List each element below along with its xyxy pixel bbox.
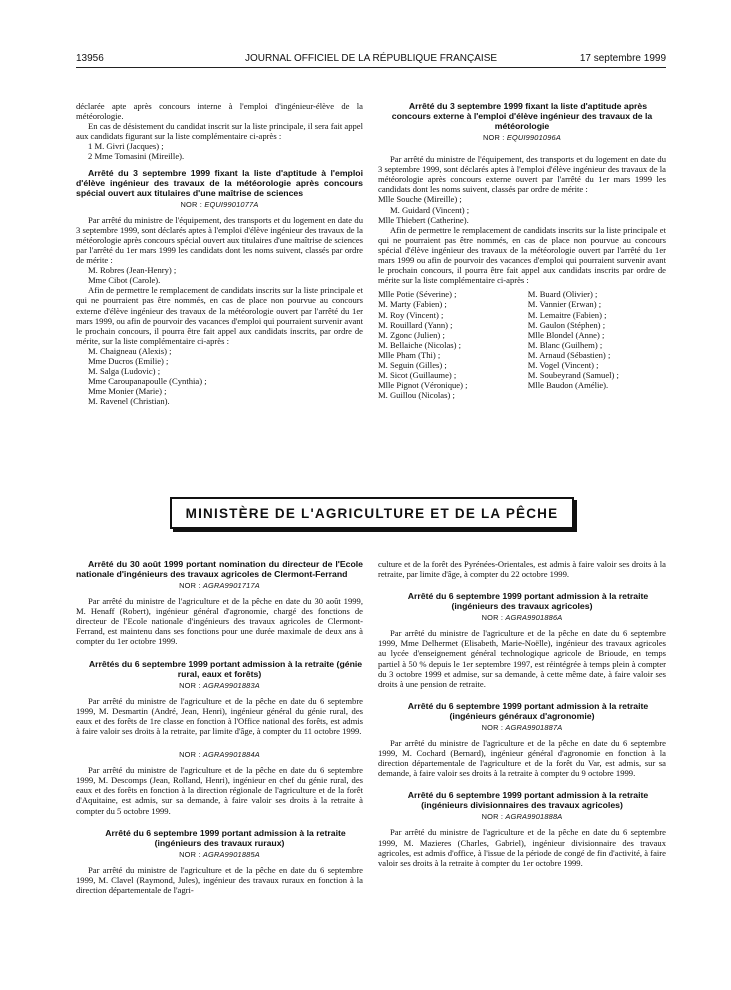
paragraph: Par arrêté du ministre de l'agriculture et de la pêche en date du 30 août 1999, M. Henaff (Robert), ingénieur général d'agronomie, chargé des fonctions de directeur de l'Ecole nationale d'ingénieurs des travaux agricoles de Clermont-Ferrand, est maintenu dans ses fonctions pour une durée maximale de deux ans à compter du 1er octobre 1999. [76,596,363,647]
article-title: Arrêté du 6 septembre 1999 portant admission à la retraite (ingénieurs des travaux agricoles) [407,591,649,612]
article-title: Arrêté du 6 septembre 1999 portant admission à la retraite (ingénieurs des travaux ruraux) [105,827,346,848]
nor-reference: NOR : EQUI9901096A [483,133,561,142]
list-item: Mme Caroupanapoulle (Cynthia) ; [88,376,207,387]
list-item: Mlle Blondel (Anne) ; [527,329,605,340]
paragraph: Par arrêté du ministre de l'agriculture et de la pêche en date du 6 septembre 1999, M. Descomps (Jean, Rolland, Henri), ingénieur en chef du génie rural, des eaux et des forêts en fonction à la direction régionale de l'agriculture et de la forêt d'Aquitaine, est admis, sur sa demande, à faire valoir ses droits à la retraite à compter du 5 octobre 1999. [76,765,363,816]
names-right [528,289,666,400]
list-item: M. Chaigneau (Alexis) ; [88,345,172,356]
paragraph: Par arrêté du ministre de l'agriculture et de la pêche en date du 6 septembre 1999, M. Mazieres (Charles, Gabriel), ingénieur divisionnaire des travaux agricoles, est admis d'office, à l'issue de la période de congé de fin d'activité, à faire valoir ses droits à la retraite à compter du 1er octobre 1999. [378,827,666,868]
ministry-title: MINISTÈRE DE L'AGRICULTURE ET DE LA PÊCHE [185,505,559,521]
bottom-left-column [76,559,363,895]
nor-reference: NOR : AGRA9901886A [481,613,563,623]
header-rule [76,67,666,68]
list-item: Mme Cibot (Carole). [88,275,161,286]
article-title: Arrêté du 6 septembre 1999 portant admission à la retraite (ingénieurs généraux d'agronomie) [407,700,649,721]
paragraph: Par arrêté du ministre de l'agriculture et de la pêche en date du 6 septembre 1999, M. Clavel (Raymond, Jules), ingénieur des travaux ruraux en fonction à la direction départementale de l'agri- [76,864,363,895]
list-item: M. Buard (Olivier) ; [527,289,598,300]
nor-reference: NOR : EQUI9901077A [180,199,259,209]
paragraph: Par arrêté du ministre de l'agriculture et de la pêche en date du 6 septembre 1999, M. Cochard (Bernard), ingénieur général d'agronomie en fonction à la direction départementale de l'agriculture et de la forêt du Var, est admis, sur sa demande, à faire valoir ses droits à la retraite à compter du 9 octobre 1999. [378,737,666,779]
top-left-column [76,101,363,406]
list-item: Mlle Pham (Thi) ; [378,349,441,360]
paragraph: Par arrêté du ministre de l'équipement, des transports et du logement en date du 3 septembre 1999, sont déclarés aptes à l'emploi d'élève ingénieur des travaux de la météorologie après concours externe ouvert par l'arrêté du 1er mars 1999 les candidats dont les noms suivent, classés par ordre de mérite : [378,154,666,195]
list-item: M. Guidard (Vincent) ; [390,204,470,215]
nor-reference: NOR : AGRA9901887A [481,722,563,732]
list-item: 2 Mme Tomasini (Mireille). [88,151,185,162]
nor-reference: NOR : AGRA9901888A [481,812,563,822]
list-item: M. Salga (Ludovic) ; [88,366,161,377]
list-item: M. Seguin (Gilles) ; [378,359,447,370]
article-title: Arrêté du 30 août 1999 portant nomination du directeur de l'Ecole nationale d'ingénieurs des travaux agricoles de Clermont-Ferrand [76,559,363,579]
paragraph: Par arrêté du ministre de l'agriculture et de la pêche en date du 6 septembre 1999, M. Desmartin (André, Jean, Henri), ingénieur général du génie rural, des eaux et des forêts de 1re classe en fonction à l'Office national des forêts, est admis à faire valoir ses droits à la retraite, par limite d'âge, à compter du 11 octobre 1999. [76,695,363,736]
list-item: M. Ravenel (Christian). [88,396,170,407]
list-item: M. Zgonc (Julien) ; [378,329,445,340]
page-number: 13956 [76,53,104,64]
list-item: M. Soubeyrand (Samuel) ; [527,370,619,381]
issue-date: 17 septembre 1999 [579,53,666,64]
list-item: Mme Monier (Marie) ; [88,386,167,397]
journal-title: JOURNAL OFFICIEL DE LA RÉPUBLIQUE FRANÇAISE [244,53,498,64]
nor-reference: NOR : AGRA9901883A [179,680,260,690]
paragraph: déclarée apte après concours interne à l'emploi d'ingénieur-élève de la météorologie. [76,101,363,122]
complementary-list [378,289,666,400]
top-right-column [378,101,666,400]
paragraph: culture et de la forêt des Pyrénées-Orientales, est admis à faire valoir ses droits à la retraite, par limite d'âge, à compter du 22 octobre 1999. [378,559,666,580]
paragraph: Par arrêté du ministre de l'équipement, des transports et du logement en date du 3 septembre 1999, sont déclarés aptes à l'emploi d'élève ingénieur des travaux de la météorologie après concours spécial ouvert aux titulaires d'une maîtrise de sciences par l'arrêté du 1er mars 1999 les candidats dont les noms suivent, classés par ordre de mérite : [76,214,363,266]
list-item: M. Arnaud (Sébastien) ; [527,349,611,360]
list-item: Mlle Thiebert (Catherine). [378,214,469,225]
list-item: M. Robres (Jean-Henry) ; [88,265,177,276]
paragraph: Afin de permettre le remplacement de candidats inscrits sur la liste principale et qui ne pourraient pas être nommés, en cas de place non pourvue au concours spécial d'élève ingénieur des travaux de la météorologie ouvert par l'arrêté du 1er mars 1999 ou afin de pourvoir des vacances d'emploi qui pourraient survenir avant le prochain concours, il pourra être fait appel aux candidats inscrits par ordre de mérite sur la liste complémentaire ci-après : [378,224,666,286]
list-item: Mlle Potie (Séverine) ; [378,289,457,300]
list-item: Mlle Baudon (Amélie). [527,380,609,391]
list-item: Mme Ducros (Emilie) ; [88,355,169,366]
bottom-right-column [378,559,666,868]
list-item: M. Gaulon (Stéphen) ; [527,319,606,330]
nor-reference: NOR : AGRA9901884A [179,750,260,760]
list-item: M. Sicot (Guillaume) ; [378,370,457,381]
list-item: Mlle Souche (Mireille) ; [378,194,462,205]
paragraph: Par arrêté du ministre de l'agriculture et de la pêche en date du 6 septembre 1999, Mme Delhermet (Elisabeth, Marie-Noëlle), ingénieur des travaux agricoles au lycée d'enseignement général technologique agricole de Brioude, en temps partiel à 50 % depuis le 1er septembre 1997, est réintégrée à temps plein à compter du 3 octobre 1999 et admise, sur sa demande, à cette même date, à faire valoir ses droits à une pension de retraite. [378,628,666,689]
ministry-banner [170,497,574,529]
list-item: Mlle Pignot (Véronique) ; [378,380,468,391]
list-item: M. Roy (Vincent) ; [378,309,444,320]
article-title: Arrêté du 6 septembre 1999 portant admission à la retraite (ingénieurs divisionnaires des travaux agricoles) [407,790,649,811]
nor-reference: NOR : AGRA9901885A [179,849,260,859]
nor-reference: NOR : AGRA9901717A [179,581,260,590]
paragraph: En cas de désistement du candidat inscrit sur la liste principale, il sera fait appel aux candidats figurant sur la liste complémentaire ci-après : [76,121,363,142]
list-item: M. Bellaiche (Nicolas) ; [378,339,462,350]
list-item: M. Vannier (Erwan) ; [527,299,602,310]
list-item: M. Lemaitre (Fabien) ; [527,309,607,320]
list-item: M. Blanc (Guilhem) ; [527,339,603,350]
page-header [76,53,666,67]
list-item: M. Vogel (Vincent) ; [527,359,599,370]
names-left [378,289,528,400]
list-item: M. Marty (Fabien) ; [378,299,447,310]
article-title: Arrêté du 3 septembre 1999 fixant la liste d'aptitude à l'emploi d'élève ingénieur des travaux de la météorologie après concours spécial ouvert aux titulaires d'une maîtrise de sciences [76,167,363,198]
article-title: Arrêté du 3 septembre 1999 fixant la liste d'aptitude après concours externe à l'emploi d'élève ingénieur des travaux de la météorologie [391,101,653,131]
list-item: M. Guillou (Nicolas) ; [378,390,455,401]
paragraph: Afin de permettre le remplacement de candidats inscrits sur la liste principale et qui ne pourraient pas être nommés, en cas de place non pourvue au concours externe d'élève ingénieur des travaux de la météorologie ouvert par l'arrêté du 1er mars 1999, ou afin de pourvoir des vacances d'emploi qui pourraient survenir avant le prochain concours, il pourra être fait appel aux candidats inscrits, par ordre de mérite, sur la liste complémentaire ci-après : [76,285,363,346]
list-item: 1 M. Givri (Jacques) ; [88,141,164,152]
list-item: M. Rouillard (Yann) ; [378,319,453,330]
article-title: Arrêtés du 6 septembre 1999 portant admission à la retraite (génie rural, eaux et forêts) [88,658,363,679]
